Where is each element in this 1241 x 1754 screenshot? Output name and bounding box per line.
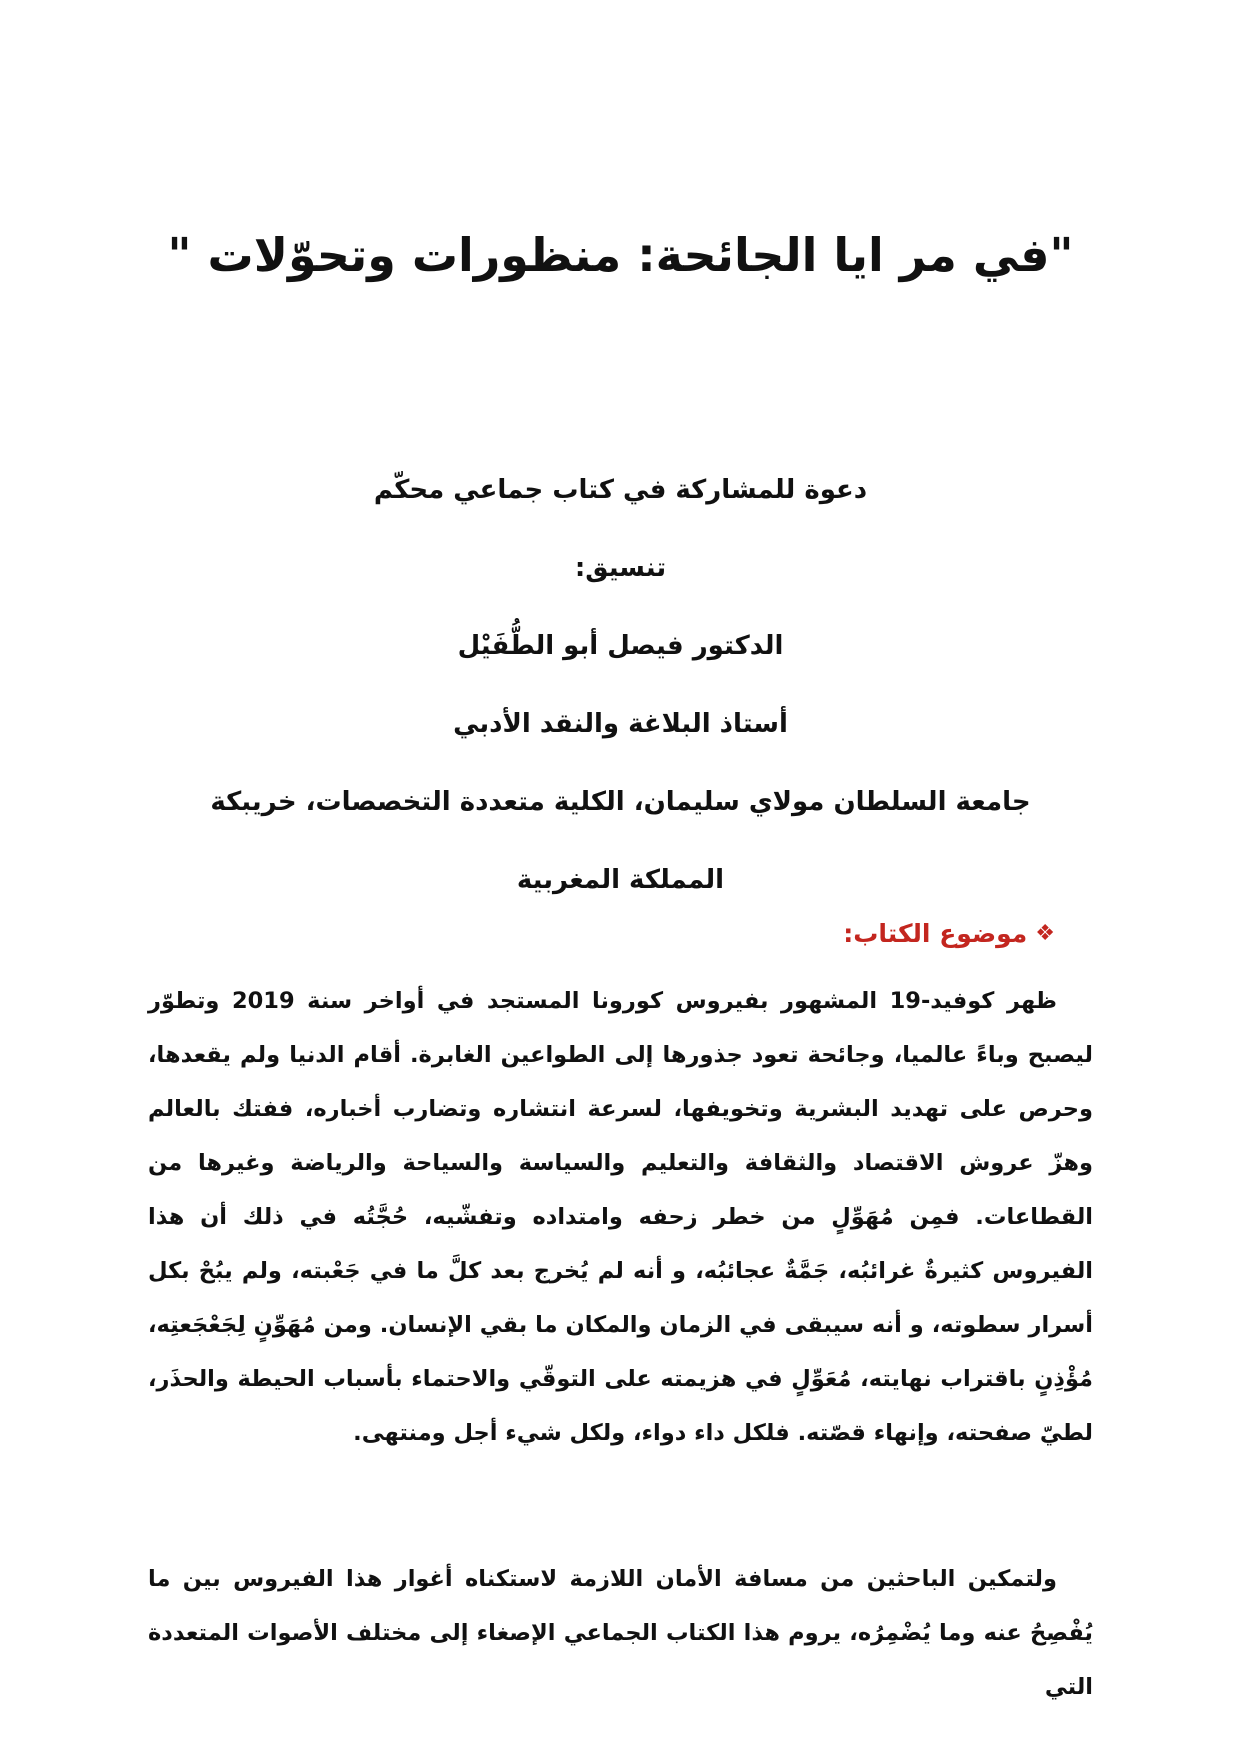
coordination-label: تنسيق: <box>574 553 667 583</box>
section-heading <box>843 914 1055 954</box>
country-line: المملكة المغربية <box>516 865 725 895</box>
document-title: "في مر ايا الجائحة: منظورات وتحوّلات " <box>167 228 1074 282</box>
coordinator-title: أستاذ البلاغة والنقد الأدبي <box>453 709 788 739</box>
body-paragraph: ظهر كوفيد-19 المشهور بفيروس كورونا المستجد في أواخر سنة 2019 وتطوّر ليصبح وباءً عالميا، وجائحة تعود جذورها إلى الطواعين الغابرة. أقام الدنيا ولم يقعدها، وحرص على تهديد البشرية وتخويفها، لسرعة انتشاره وتضارب أخباره، ففتك بالعالم وهزّ عروش الاقتصاد والثقافة والتعليم والسياسة والسياحة والرياضة وغيرها من القطاعات. فمِن مُهَوِّلٍ من خطر زحفه وامتداده وتفشّيه، حُجَّتُه في ذلك أن هذا الفيروس كثيرةٌ غرائبُه، جَمَّةٌ عجائبُه، و أنه لم يُخرج بعد كلَّ ما في جَعْبته، ولم يبُحْ بكل أسرار سطوته، و أنه سيبقى في الزمان والمكان ما بقي الإنسان. ومن مُهَوِّنٍ لِجَعْجَعتِه، مُؤْذِنٍ باقتراب نهايته، مُعَوِّلٍ في هزيمته على التوقّي والاحتماء بأسباب الحيطة والحذَر، لطيّ صفحته، وإنهاء قصّته. فلكل داء دواء، ولكل شيء أجل ومنتهى. <box>148 988 1093 1446</box>
section-heading-label: موضوع الكتاب: <box>843 919 1028 948</box>
coordinator-name: الدكتور فيصل أبو الطُّفَيْل <box>457 631 784 661</box>
body-paragraph: ولتمكين الباحثين من مسافة الأمان اللازمة لاستكناه أغوار هذا الفيروس بين ما يُفْصِحُ عنه وما يُضْمِرُه، يروم هذا الكتاب الجماعي الإصغاء إلى مختلف الأصوات المتعددة التي <box>148 1566 1093 1700</box>
invitation-line: دعوة للمشاركة في كتاب جماعي محكّم <box>373 475 868 505</box>
four-diamond-bullet-icon: ❖ <box>1035 921 1055 946</box>
university-line: جامعة السلطان مولاي سليمان، الكلية متعددة التخصصات، خريبكة <box>210 787 1031 817</box>
call-info-block <box>120 468 1121 936</box>
